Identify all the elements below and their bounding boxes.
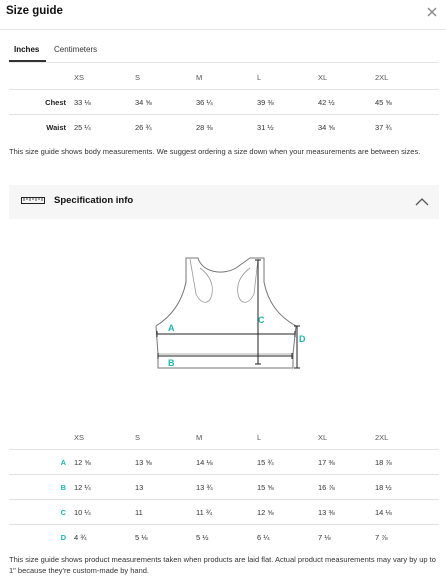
table-cell: 14 ⅛ xyxy=(375,500,439,525)
label-d: D xyxy=(299,334,306,344)
table-row xyxy=(9,525,439,550)
body-measurements-note: This size guide shows body measurements. We suggest ordering a size down when your measurements are between sizes. xyxy=(9,147,421,156)
table-row xyxy=(9,475,439,500)
tab-inches[interactable]: Inches xyxy=(14,45,40,54)
table-cell: 18 ⅞ xyxy=(375,450,439,475)
specification-info-title: Specification info xyxy=(54,195,134,206)
unit-tabs xyxy=(9,42,439,63)
table-cell: 7 ⅞ xyxy=(375,525,439,550)
column-header: 2XL xyxy=(375,432,389,442)
table-header-row xyxy=(9,65,439,90)
table-cell: 34 ⅝ xyxy=(318,115,375,140)
column-header: L xyxy=(257,72,262,82)
table-cell: 12 ⅝ xyxy=(74,450,135,475)
table-row xyxy=(9,115,439,140)
table-cell: 13 ⅝ xyxy=(135,450,196,475)
table-cell: 28 ⅜ xyxy=(196,115,257,140)
table-cell: 39 ⅜ xyxy=(257,90,318,115)
product-measurements-table xyxy=(9,425,439,549)
table-row xyxy=(9,90,439,115)
label-b: B xyxy=(168,358,175,368)
table-cell: 4 ¾ xyxy=(74,525,135,550)
ruler-icon xyxy=(21,197,45,204)
modal-header xyxy=(0,0,446,30)
table-header-empty xyxy=(9,65,74,90)
column-header: XS xyxy=(74,432,85,442)
table-cell: 33 ⅛ xyxy=(74,90,135,115)
table-cell: 11 xyxy=(135,500,196,525)
table-cell: 14 ⅛ xyxy=(196,450,257,475)
label-c: C xyxy=(258,315,265,325)
body-measurements-table xyxy=(9,65,439,139)
column-header: S xyxy=(135,432,141,442)
column-header: XL xyxy=(318,432,328,442)
row-label: D xyxy=(9,525,74,550)
table-cell: 42 ½ xyxy=(318,90,375,115)
product-measurements-note: This size guide shows product measurements taken when products are laid flat. Actual product measurements may vary by up to 1" because they're custom-made by hand. xyxy=(9,555,436,575)
column-header: M xyxy=(196,72,203,82)
table-cell: 10 ¼ xyxy=(74,500,135,525)
row-label: C xyxy=(9,500,74,525)
table-cell: 16 ⅞ xyxy=(318,475,375,500)
table-cell: 5 ½ xyxy=(196,525,257,550)
modal-title: Size guide xyxy=(6,5,63,17)
table-cell: 37 ¾ xyxy=(375,115,439,140)
table-row xyxy=(9,500,439,525)
table-cell: 5 ⅛ xyxy=(135,525,196,550)
label-a: A xyxy=(168,323,175,333)
table-cell: 15 ¾ xyxy=(257,450,318,475)
chevron-up-icon[interactable] xyxy=(415,195,429,209)
table-cell: 13 ¾ xyxy=(196,475,257,500)
column-header: XL xyxy=(318,72,328,82)
sports-bra-measurement-diagram xyxy=(150,254,310,374)
column-header: XS xyxy=(74,72,85,82)
table-cell: 12 ⅝ xyxy=(257,500,318,525)
table-cell: 26 ¾ xyxy=(135,115,196,140)
row-label: Waist xyxy=(9,115,74,140)
table-cell: 13 ⅜ xyxy=(318,500,375,525)
table-cell: 12 ¼ xyxy=(74,475,135,500)
column-header: S xyxy=(135,72,141,82)
row-label: A xyxy=(9,450,74,475)
table-header-empty xyxy=(9,425,74,450)
table-cell: 6 ¼ xyxy=(257,525,318,550)
active-tab-indicator xyxy=(9,60,46,62)
table-row xyxy=(9,450,439,475)
table-cell: 18 ½ xyxy=(375,475,439,500)
table-cell: 13 xyxy=(135,475,196,500)
row-label: B xyxy=(9,475,74,500)
specification-info-header[interactable] xyxy=(9,185,439,219)
table-cell: 45 ⅝ xyxy=(375,90,439,115)
row-label: Chest xyxy=(9,90,74,115)
column-header: M xyxy=(196,432,203,442)
column-header: L xyxy=(257,432,262,442)
table-cell: 11 ¾ xyxy=(196,500,257,525)
table-cell: 17 ⅜ xyxy=(318,450,375,475)
garment-outline xyxy=(156,258,296,368)
table-cell: 25 ¼ xyxy=(74,115,135,140)
table-cell: 36 ¼ xyxy=(196,90,257,115)
table-cell: 31 ½ xyxy=(257,115,318,140)
table-cell: 7 ⅛ xyxy=(318,525,375,550)
tab-centimeters[interactable]: Centimeters xyxy=(54,45,98,54)
column-header: 2XL xyxy=(375,72,389,82)
table-header-row xyxy=(9,425,439,450)
table-cell: 34 ⅝ xyxy=(135,90,196,115)
close-icon[interactable] xyxy=(425,5,439,19)
table-cell: 15 ⅝ xyxy=(257,475,318,500)
